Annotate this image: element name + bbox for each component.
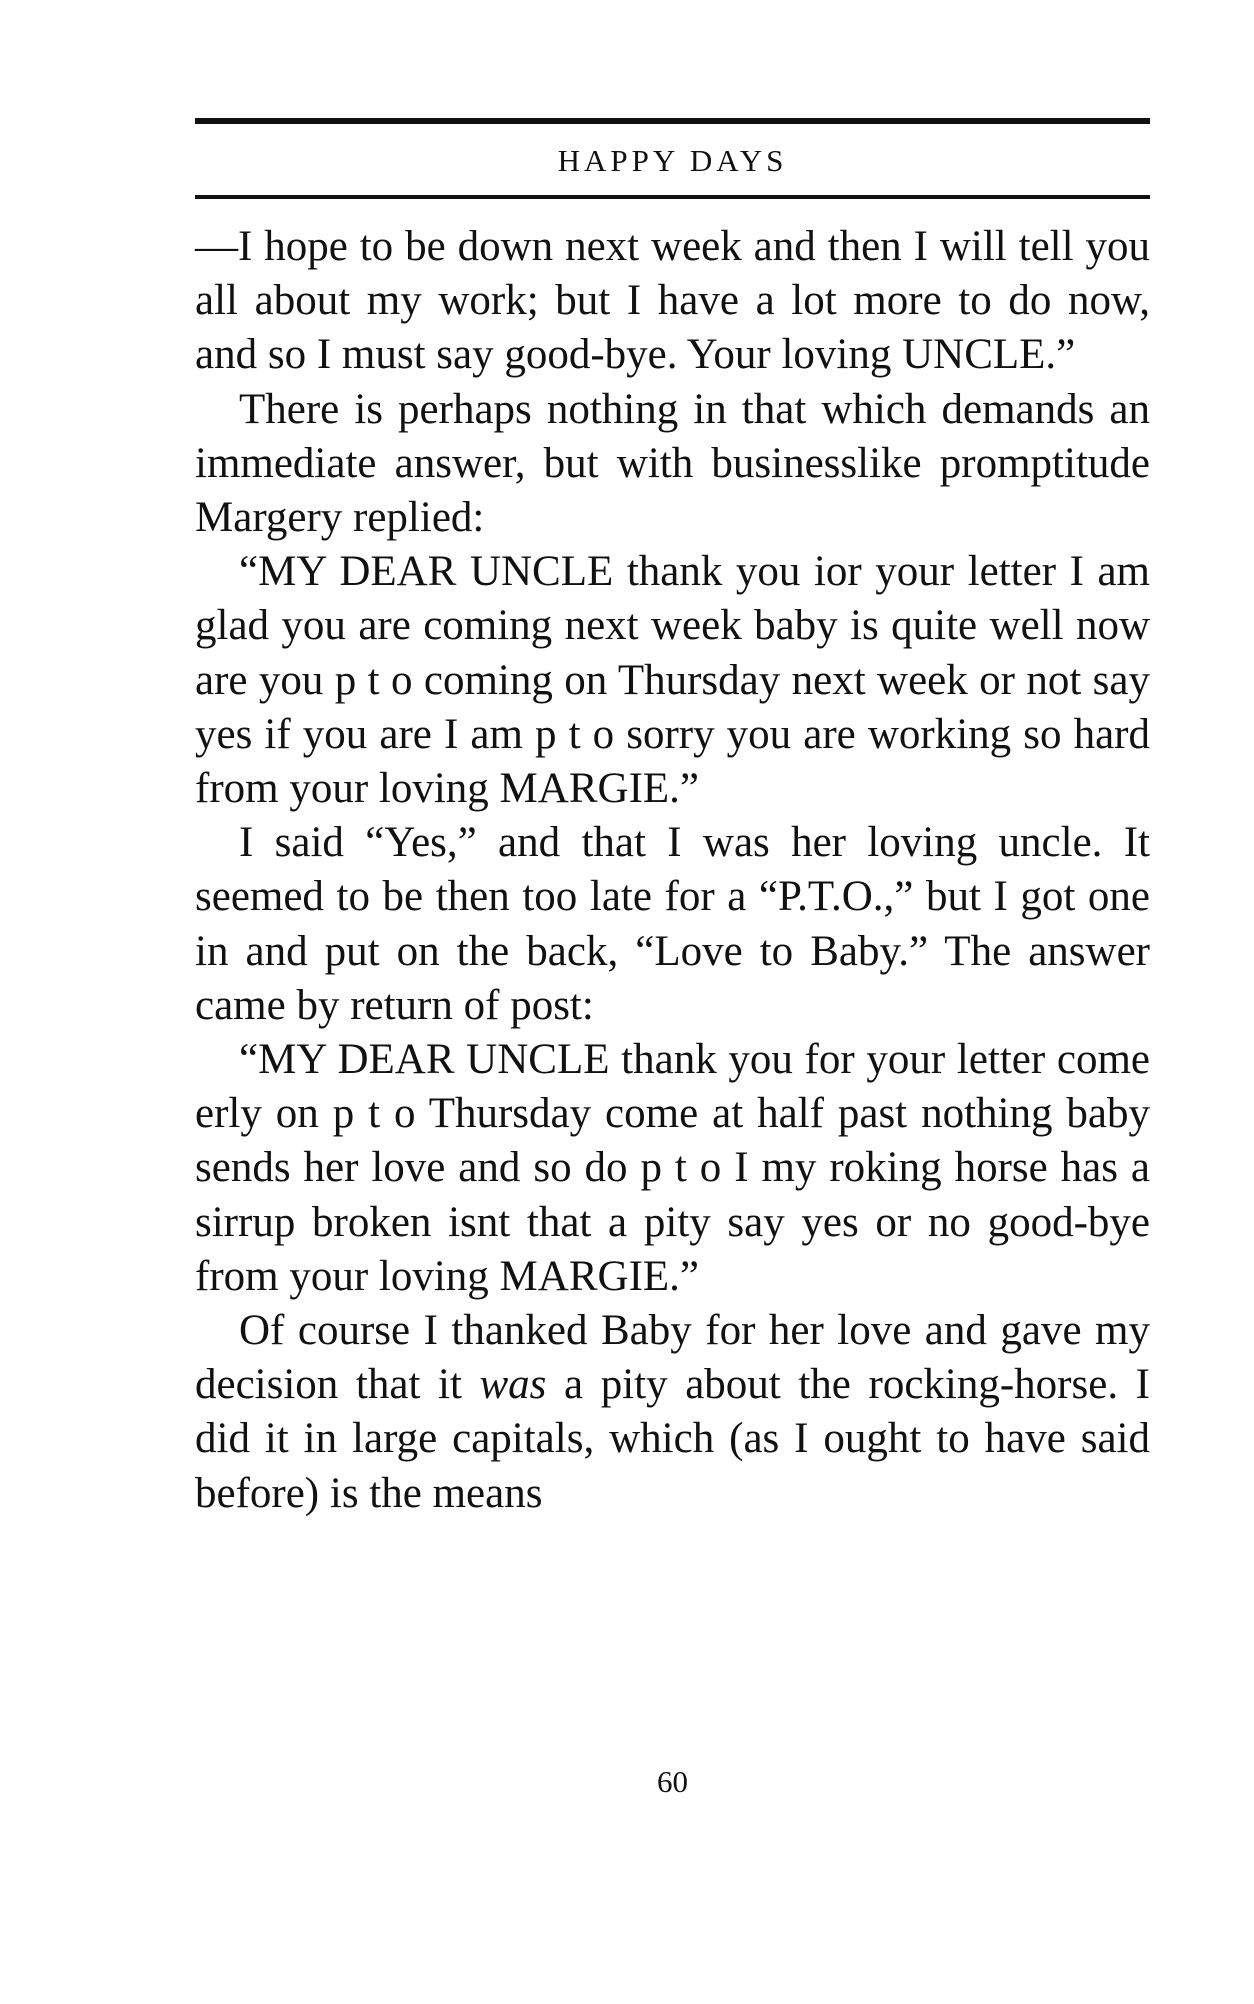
- paragraph-5: “MY DEAR UNCLE thank you for your letter come erly on p t o Thursday come at half past nothing baby sends her love and so do p t o I my roking horse has a sirrup broken isnt that a pity say yes or no good-bye from your loving MARGIE.”: [195, 1036, 1150, 1300]
- paragraph-4: I said “Yes,” and that I was her loving uncle. It seemed to be then too late for a “P.T.O.,” but I got one in and put on the back, “Love to Baby.” The answer came by return of post:: [195, 819, 1150, 1029]
- paragraph-2: There is perhaps nothing in that which demands an immediate answer, but with businesslike promptitude Margery replied:: [195, 385, 1150, 542]
- paragraph-3: “MY DEAR UNCLE thank you ior your letter I am glad you are coming next week baby is quite well now are you p t o coming on Thursday next week or not say yes if you are I am p t o sorry you are working so hard from your loving MARGIE.”: [195, 548, 1150, 813]
- page-number: 60: [657, 1764, 688, 1799]
- running-header: HAPPY DAYS: [557, 143, 788, 178]
- paragraph-6-text-end: a pity about the rocking-horse. I did it in large capitals, which (as I ought to have said before) is the means: [195, 1361, 1150, 1517]
- paragraph-6: [195, 1304, 1150, 1521]
- emphasis-was: was: [479, 1361, 547, 1409]
- body-text: [195, 220, 1150, 1521]
- paragraph-6-text-start: Of course I thanked Baby for her love and gave my decision that it: [195, 1307, 1150, 1409]
- paragraph-1: —I hope to be down next week and then I will tell you all about my work; but I have a lot more to do now, and so I must say good-bye. Your loving UNCLE.”: [195, 223, 1150, 379]
- header-rule-top: [195, 118, 1150, 124]
- header-rule-bottom: [195, 195, 1150, 199]
